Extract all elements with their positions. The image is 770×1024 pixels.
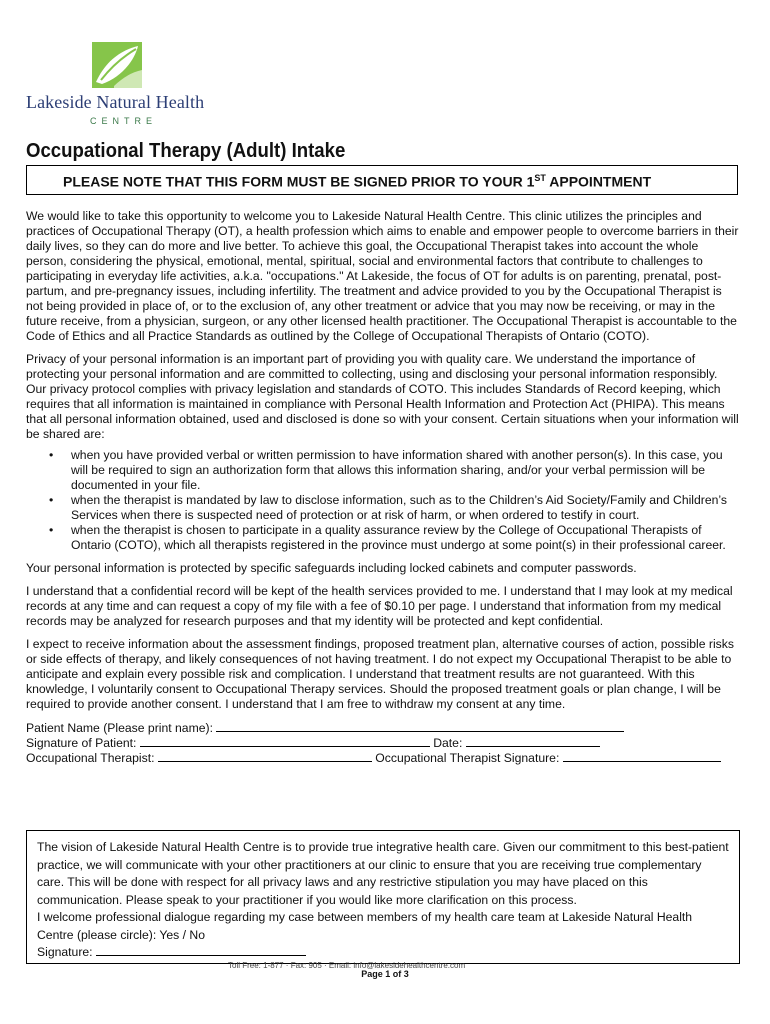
patient-signature-row bbox=[26, 735, 740, 750]
therapist-row bbox=[26, 750, 740, 765]
therapist-signature-field[interactable] bbox=[563, 750, 721, 762]
notice-superscript: ST bbox=[534, 173, 546, 183]
therapist-signature-label: Occupational Therapist Signature: bbox=[375, 751, 560, 765]
bullet-icon: • bbox=[49, 448, 54, 462]
privacy-paragraph: Privacy of your personal information is an important part of providing you with quality care. We understand the importance of protecting your personal information and are committed to collecting, using and disclosing your personal information responsibly. Our privacy protocol complies with privacy legislation and standards of COTO. This includes Standards of Record keeping, which requires that all information is maintained in compliance with Personal Health Information and Protection Act (PHIPA). This means that all personal information obtained, used and disclosed is done so with your consent. Certain situations when your information will be shared are: bbox=[26, 352, 739, 441]
logo-subtitle: CENTRE bbox=[90, 116, 158, 126]
list-item bbox=[26, 523, 740, 553]
notice-text-prefix: PLEASE NOTE THAT THIS FORM MUST BE SIGNED PRIOR TO YOUR 1 bbox=[63, 173, 535, 190]
vision-signature-row bbox=[37, 944, 729, 962]
list-item-text: when you have provided verbal or written permission to have information shared with another person(s). In this case, you will be required to sign an authorization form that allows this information sharing, and/or your verbal permission will be documented in your file. bbox=[71, 448, 723, 492]
patient-name-row bbox=[26, 720, 740, 735]
signature-fields bbox=[26, 720, 740, 765]
list-item-text: when the therapist is mandated by law to disclose information, such as to the Children’s Aid Society/Family and Children’s Services when there is suspected need of protection or at risk of harm, or when ordered to testify in court. bbox=[71, 493, 727, 522]
clinic-logo bbox=[26, 42, 226, 132]
vision-signature-label: Signature: bbox=[37, 945, 93, 959]
date-label: Date: bbox=[433, 736, 463, 750]
sharing-situations-list bbox=[26, 448, 740, 553]
vision-paragraph: The vision of Lakeside Natural Health Centre is to provide true integrative health care. Given our commitment to this best-patient practice, we will communicate with your other practitioners at our clinic to ensure that you are receiving true complementary care. This will be done with respect for all privacy laws and any restrictive stipulation you may have placed on this communication. Please speak to your practitioner if you would like more clarification on this process. bbox=[37, 840, 729, 907]
patient-name-field[interactable] bbox=[216, 720, 624, 732]
signature-notice bbox=[63, 173, 651, 190]
notice-text-suffix: APPOINTMENT bbox=[545, 173, 652, 190]
therapist-name-field[interactable] bbox=[158, 750, 372, 762]
patient-signature-field[interactable] bbox=[140, 735, 430, 747]
list-item bbox=[26, 493, 740, 523]
page-number: Page 1 of 3 bbox=[361, 969, 409, 979]
list-item-text: when the therapist is chosen to participate in a quality assurance review by the College of Occupational Therapists of Ontario (COTO), which all therapists registered in the province must undergo at some point(s) in their professional career. bbox=[71, 523, 726, 552]
bullet-icon: • bbox=[49, 493, 54, 507]
consent-paragraph: I expect to receive information about the assessment findings, proposed treatment plan, alternative courses of action, possible risks or side effects of therapy, and likely consequences of not having treatment. I do not expect my Occupational Therapist to be able to anticipate and explain every possible risk and complication. I understand that treatment results are not guaranteed. With this knowledge, I voluntarily consent to Occupational Therapy services. Should the proposed treatment goals or plan change, I will be required to provide another consent. I understand that I am free to withdraw my consent at any time. bbox=[26, 637, 734, 711]
safeguards-paragraph: Your personal information is protected by specific safeguards including locked cabinets and computer passwords. bbox=[26, 561, 637, 575]
logo-name: Lakeside Natural Health bbox=[26, 92, 205, 112]
footer-contact: Toll Free: 1-877 · Fax: 905 · Email: info@lakesidehealthcentre.com bbox=[228, 961, 466, 970]
therapist-label: Occupational Therapist: bbox=[26, 751, 155, 765]
list-item bbox=[26, 448, 740, 493]
vision-signature-field[interactable] bbox=[96, 944, 306, 956]
patient-signature-label: Signature of Patient: bbox=[26, 736, 137, 750]
patient-name-label: Patient Name (Please print name): bbox=[26, 721, 213, 735]
bullet-icon: • bbox=[49, 523, 54, 537]
form-body bbox=[26, 209, 740, 765]
page-title: Occupational Therapy (Adult) Intake bbox=[26, 140, 346, 162]
date-field[interactable] bbox=[466, 735, 600, 747]
dialogue-consent[interactable]: I welcome professional dialogue regarding my case between members of my health care team at Lakeside Natural Health Centre (please circle): Yes / No bbox=[37, 910, 693, 942]
records-paragraph: I understand that a confidential record will be kept of the health services provided to me. I understand that I may look at my medical records at any time and can request a copy of my file with a fee of $0.10 per page. I understand that information from my medical records may be analyzed for research purposes and that my identity will be protected and kept confidential. bbox=[26, 584, 733, 628]
signature-notice-box bbox=[26, 165, 738, 195]
leaf-logo-icon bbox=[92, 42, 142, 88]
welcome-paragraph: We would like to take this opportunity to welcome you to Lakeside Natural Health Centre. This clinic utilizes the principles and practices of Occupational Therapy (OT), a health profession which aims to enable and empower people to overcome barriers in their daily lives, so they can do more and live better. To achieve this goal, the Occupational Therapist takes into account the whole person, considering the physical, emotional, mental, spiritual, social and environmental factors that contribute to challenges to participating in everyday life activities, a.k.a. "occupations." At Lakeside, the focus of OT for adults is on parenting, prenatal, post-partum, and pre-pregnancy issues, including infertility. The treatment and advice provided to you by the Occupational Therapist is not being provided in place of, or to the exclusion of, any other treatment or advice that you may now be receiving, or may in the future receive, from a physician, surgeon, or any other licensed health practitioner. The Occupational Therapist is accountable to the Code of Ethics and all Practice Standards as outlined by the College of Occupational Therapists of Ontario (COTO). bbox=[26, 209, 739, 343]
